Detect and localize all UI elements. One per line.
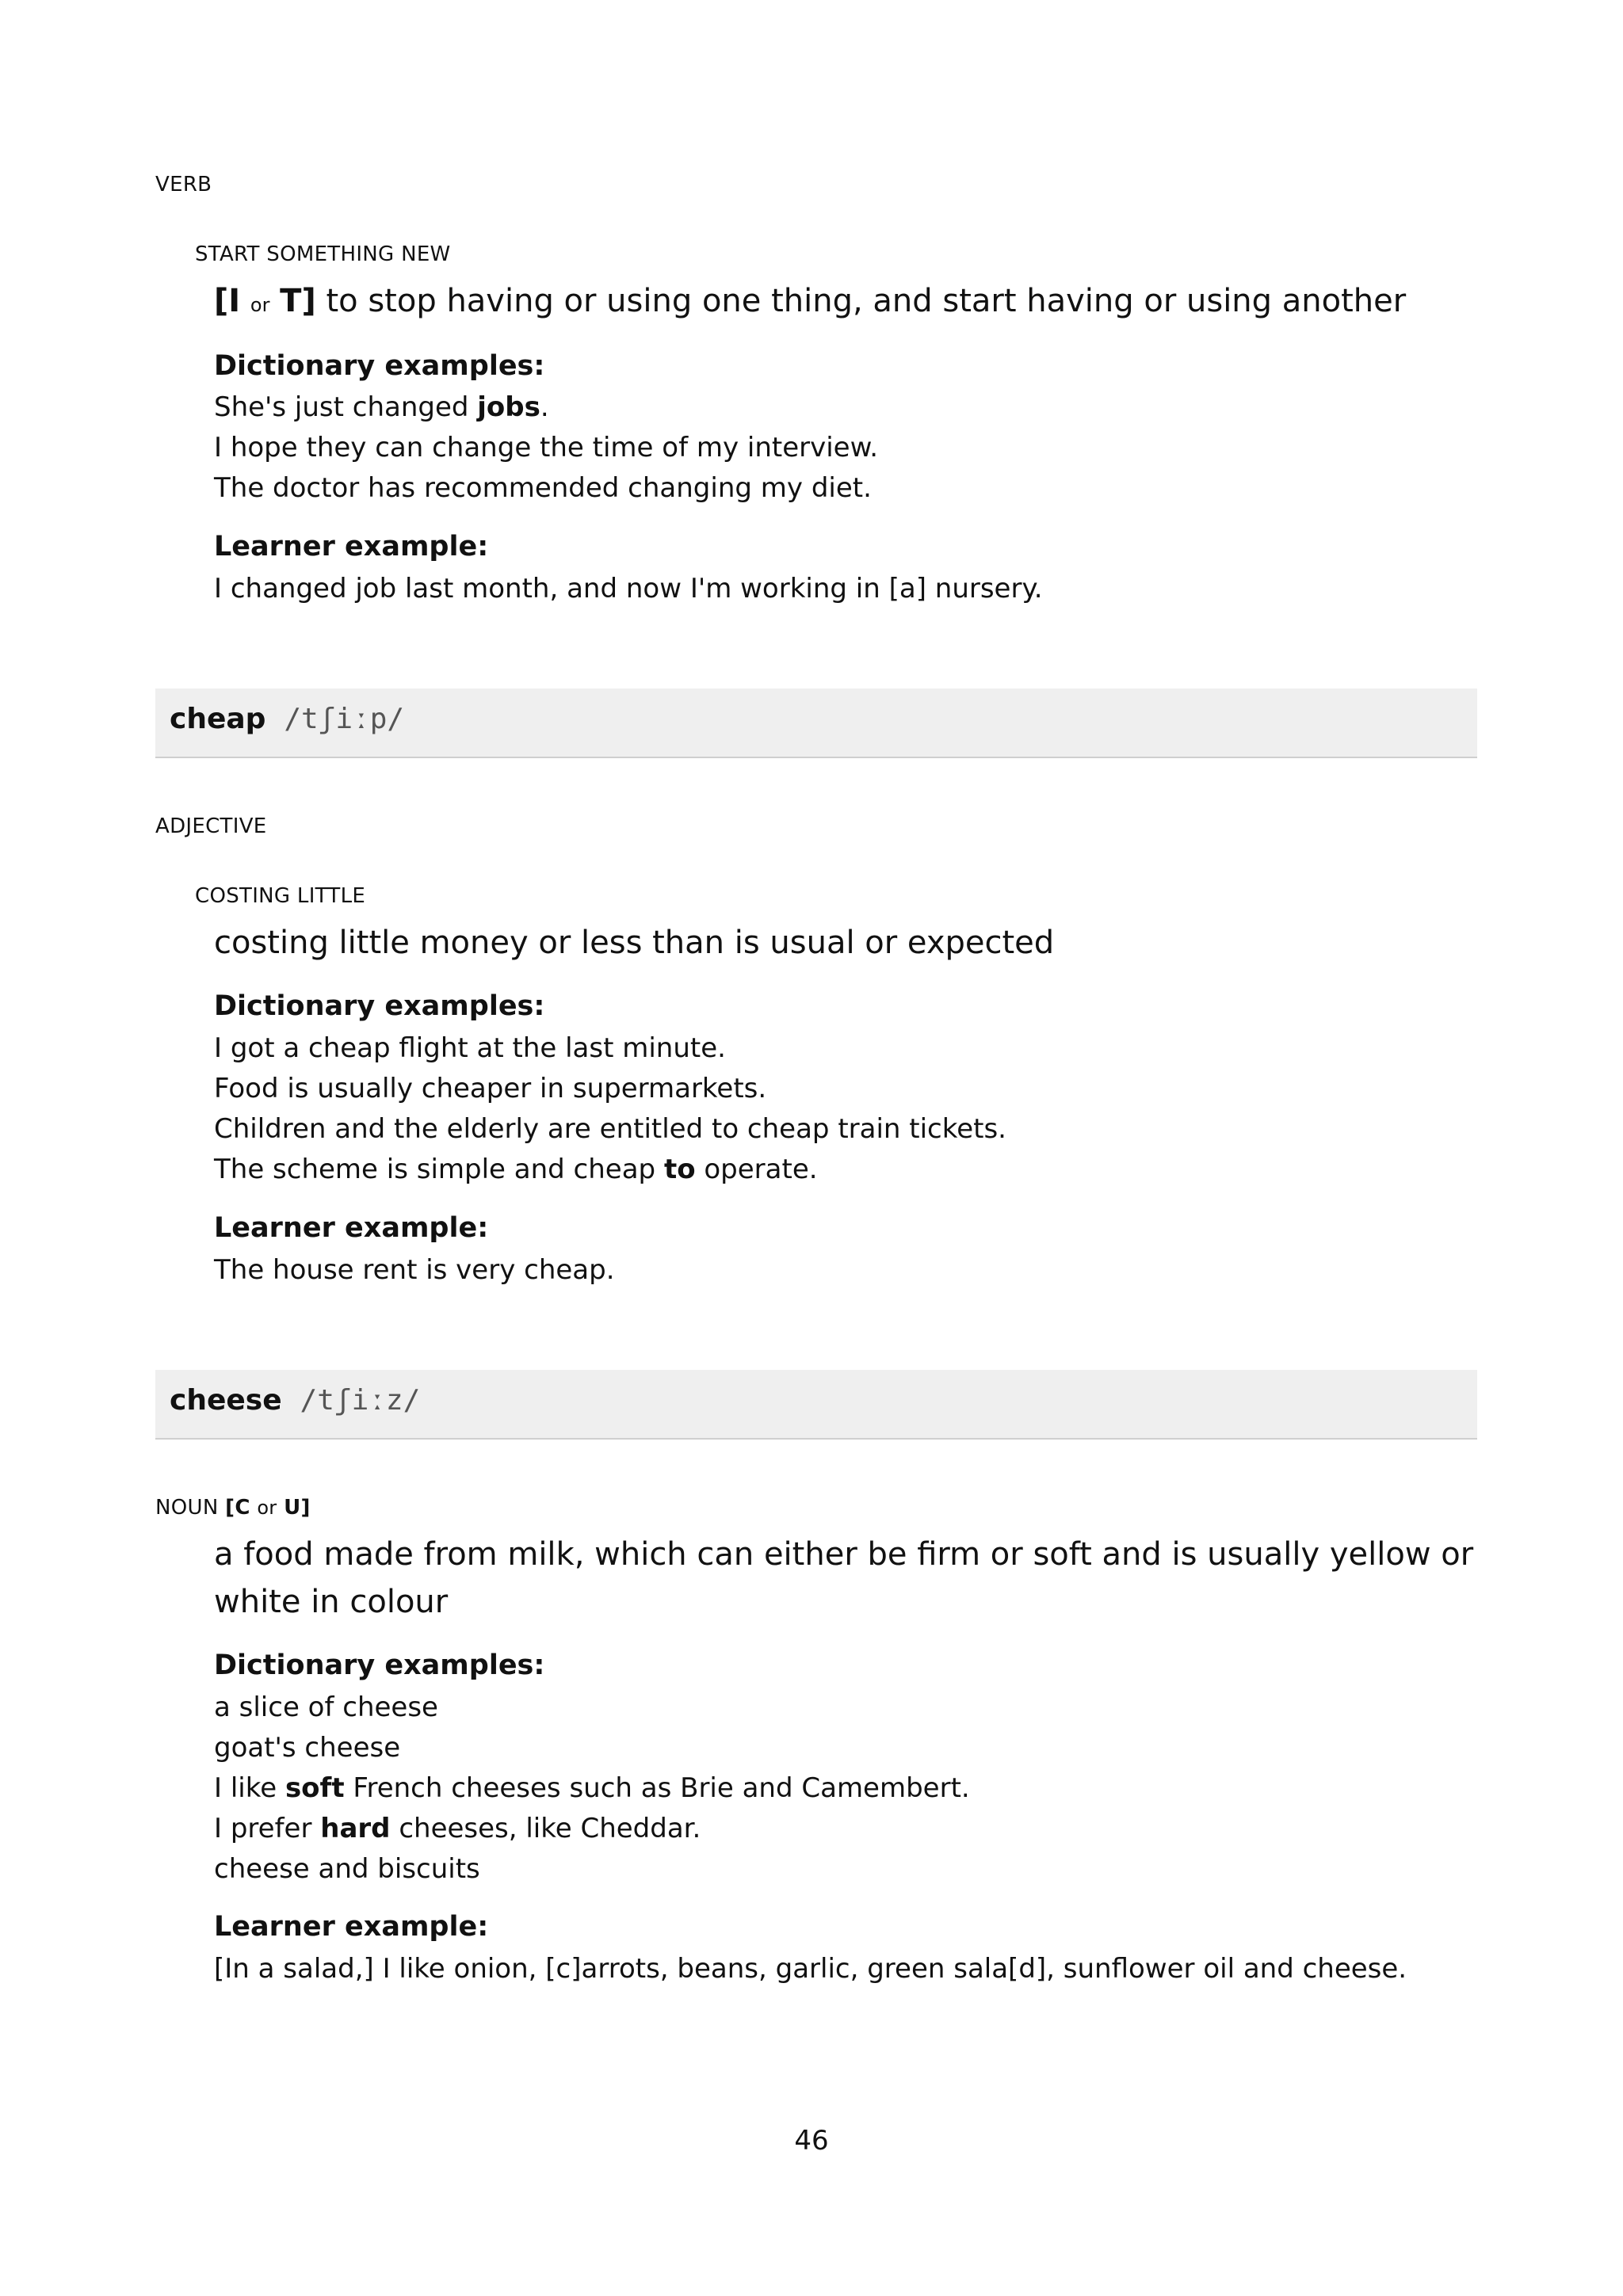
page-number: 46 [794, 2125, 829, 2157]
grammar-code: [C or U] [225, 1496, 311, 1520]
definition-text: to stop having or using one thing, and start having or using another [326, 283, 1407, 319]
pronunciation: /tʃiːp/ [284, 703, 405, 735]
part-of-speech: ADJECTIVE [155, 814, 267, 838]
example-list [214, 1688, 970, 1890]
example-item: cheese and biscuits [214, 1853, 480, 1885]
learner-example-heading: Learner example: [214, 531, 489, 563]
example-item: I hope they can change the time of my interview. [214, 432, 879, 463]
learner-example-heading: Learner example: [214, 1911, 489, 1943]
example-item: Food is usually cheaper in supermarkets. [214, 1073, 767, 1104]
example-item: goat's cheese [214, 1732, 401, 1764]
example-item: The doctor has recommended changing my diet. [214, 472, 872, 504]
learner-example: The house rent is very cheap. [214, 1254, 615, 1286]
headword: cheese [170, 1384, 282, 1417]
definition: a food made from milk, which can either be firm or soft and is usually yellow or white in colour [214, 1536, 1474, 1620]
sense-heading: COSTING LITTLE [195, 884, 366, 908]
learner-example: I changed job last month, and now I'm working in [a] nursery. [214, 573, 1043, 605]
sense-heading: START SOMETHING NEW [195, 242, 451, 266]
example-list [214, 1028, 1006, 1190]
headword: cheap [170, 703, 266, 735]
example-item: I got a cheap flight at the last minute. [214, 1032, 726, 1064]
learner-example-heading: Learner example: [214, 1212, 489, 1244]
example-item: She's just changed jobs. [214, 391, 549, 423]
example-item: I prefer hard cheeses, like Cheddar. [214, 1813, 701, 1844]
dictionary-examples-heading: Dictionary examples: [214, 350, 545, 382]
example-item: a slice of cheese [214, 1691, 438, 1723]
definition [214, 277, 1498, 329]
headword-bar [155, 688, 1477, 758]
example-list [214, 387, 878, 509]
definition: costing little money or less than is usual or expected [214, 925, 1055, 961]
example-item: The scheme is simple and cheap to operate. [214, 1154, 818, 1185]
example-item: Children and the elderly are entitled to cheap train tickets. [214, 1113, 1006, 1145]
example-item: I like soft French cheeses such as Brie and Camembert. [214, 1772, 970, 1804]
dictionary-examples-heading: Dictionary examples: [214, 1650, 545, 1681]
part-of-speech: VERB [155, 173, 212, 196]
dictionary-examples-heading: Dictionary examples: [214, 990, 545, 1022]
pronunciation: /tʃiːz/ [300, 1384, 421, 1417]
grammar-code: [I or T] [214, 283, 316, 319]
learner-example: [In a salad,] I like onion, [c]arrots, beans, garlic, green sala[d], sunflower oil and cheese. [214, 1953, 1407, 1985]
part-of-speech: NOUN [C or U] [155, 1496, 311, 1520]
headword-bar [155, 1370, 1477, 1440]
